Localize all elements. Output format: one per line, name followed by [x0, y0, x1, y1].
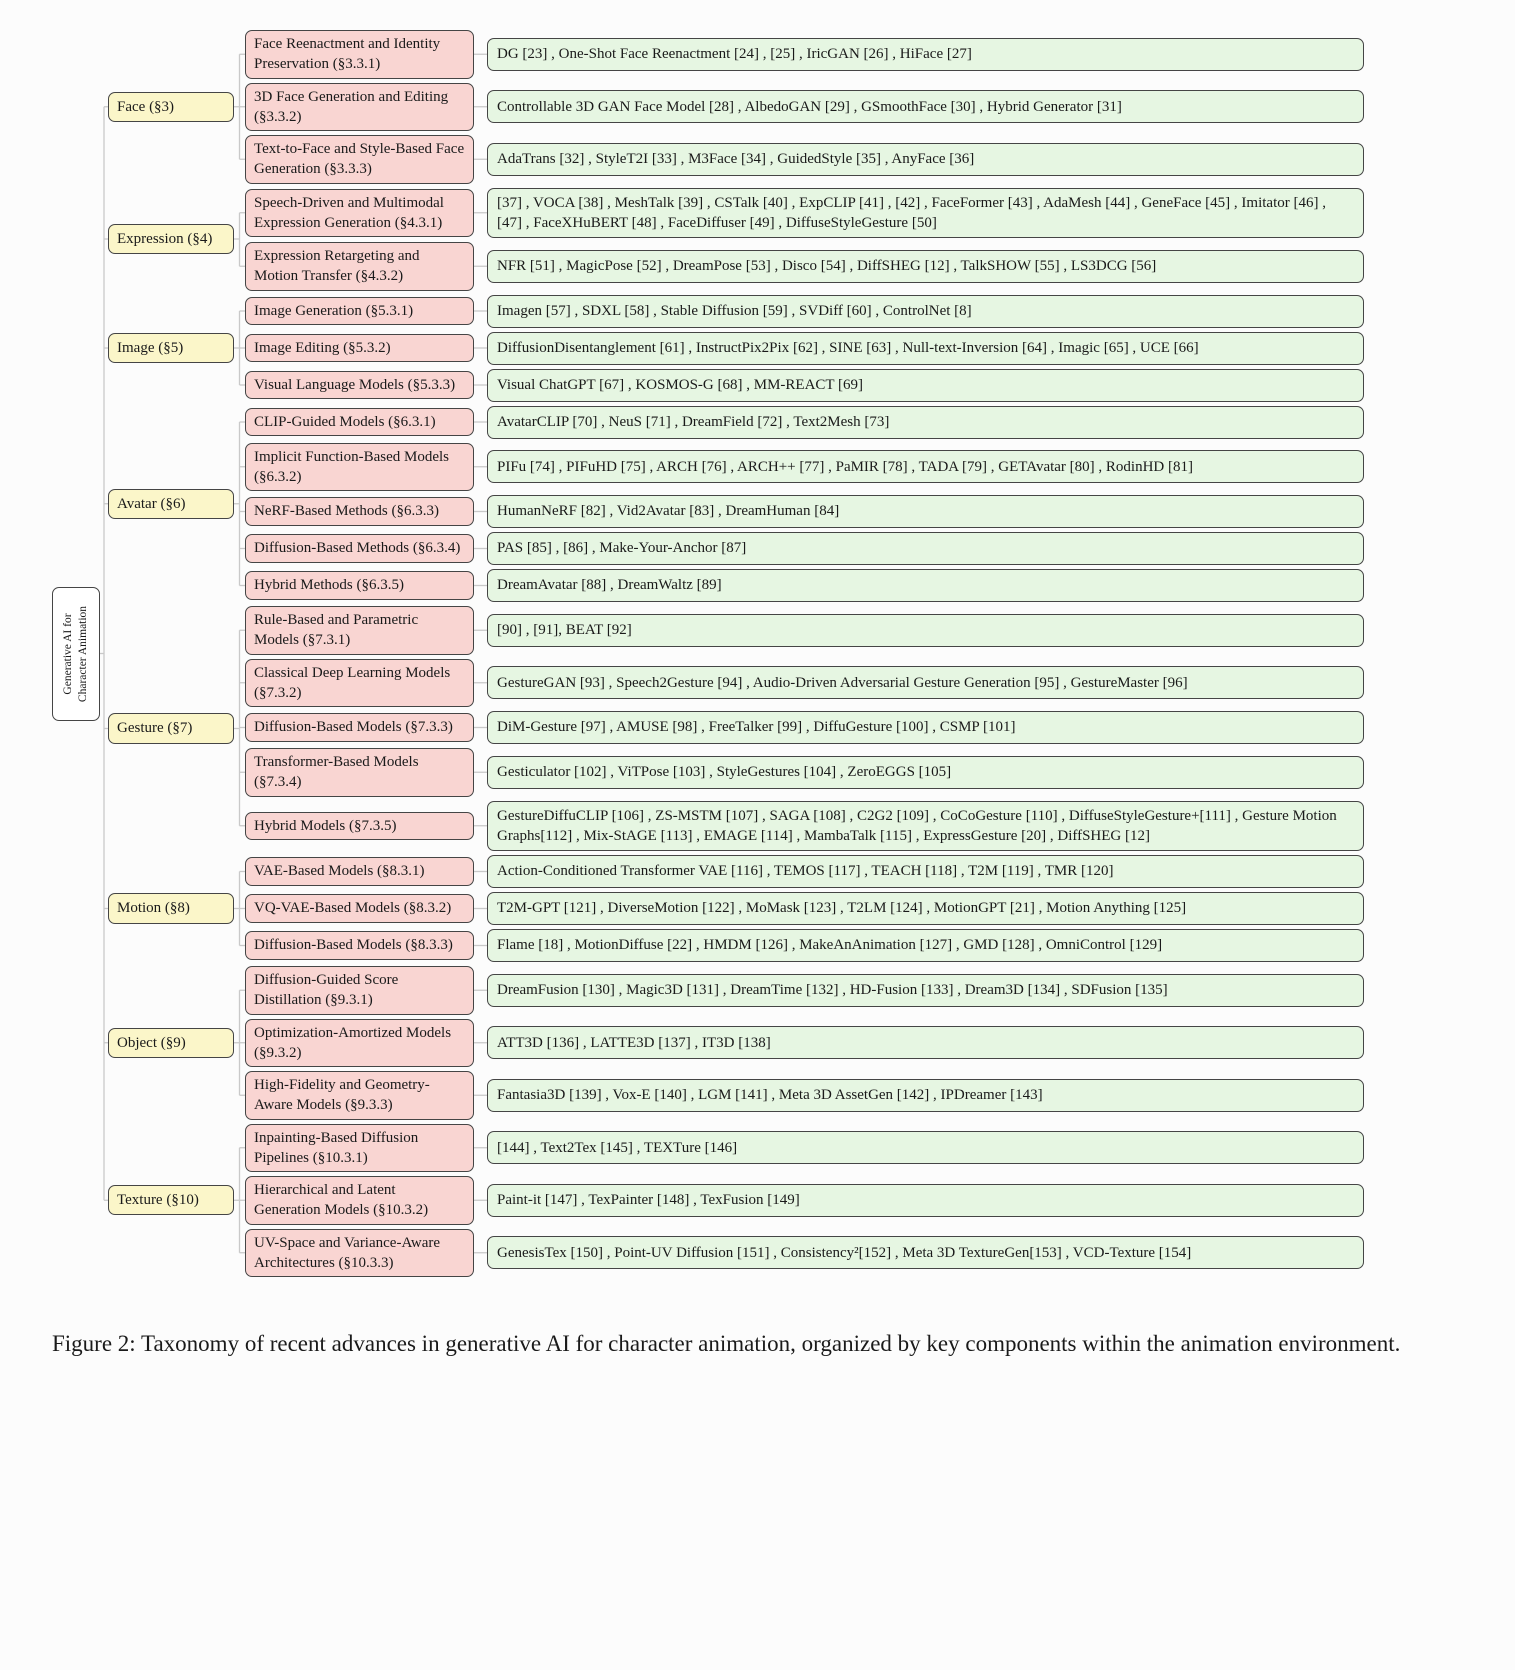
subcategory-node-vae-based-models-8-3-1: VAE-Based Models (§8.3.1) [245, 857, 474, 885]
methods-node: AdaTrans [32] , StyleT2I [33] , M3Face [34] , GuidedStyle [35] , AnyFace [36] [487, 143, 1364, 176]
methods-node: Imagen [57] , SDXL [58] , Stable Diffusion [59] , SVDiff [60] , ControlNet [8] [487, 295, 1364, 328]
methods-node: DiffusionDisentanglement [61] , InstructPix2Pix [62] , SINE [63] , Null-text-Inversion [64] , Imagic [65] , UCE [66] [487, 332, 1364, 365]
taxonomy-row [245, 332, 1364, 365]
subcategory-node-diffusion-based-models-7-3-3: Diffusion-Based Models (§7.3.3) [245, 713, 474, 741]
methods-node: AvatarCLIP [70] , NeuS [71] , DreamField [72] , Text2Mesh [73] [487, 406, 1364, 439]
subcategory-node-hybrid-models-7-3-5: Hybrid Models (§7.3.5) [245, 812, 474, 840]
taxonomy-row [245, 892, 1364, 925]
subcategory-node-hybrid-methods-6-3-5: Hybrid Methods (§6.3.5) [245, 571, 474, 599]
taxonomy-row [245, 188, 1364, 239]
taxonomy-row [245, 443, 1364, 492]
methods-node: Fantasia3D [139] , Vox-E [140] , LGM [141] , Meta 3D AssetGen [142] , IPDreamer [143] [487, 1079, 1364, 1112]
subcategory-node-optimization-amortized-models-9-3-2: Optimization-Amortized Models (§9.3.2) [245, 1019, 474, 1068]
subcategory-node-hierarchical-and-latent-generation-models-10-3-2: Hierarchical and Latent Generation Models (§10.3.2) [245, 1176, 474, 1225]
subcategory-node-face-reenactment-and-identity-preservation-3-3-1: Face Reenactment and Identity Preservation (§3.3.1) [245, 30, 474, 79]
subcategory-node-diffusion-based-models-8-3-3: Diffusion-Based Models (§8.3.3) [245, 931, 474, 959]
subcategory-node-expression-retargeting-and-motion-transfer-4-3-2: Expression Retargeting and Motion Transfer (§4.3.2) [245, 242, 474, 291]
taxonomy-row [245, 1176, 1364, 1225]
category-node-image-5: Image (§5) [108, 333, 234, 363]
methods-node: Action-Conditioned Transformer VAE [116] , TEMOS [117] , TEACH [118] , T2M [119] , TMR [120] [487, 855, 1364, 888]
category-group [108, 1124, 1364, 1278]
subcategory-node-speech-driven-and-multimodal-expression-generation-4-3-1: Speech-Driven and Multimodal Expression Generation (§4.3.1) [245, 189, 474, 238]
methods-node: Paint-it [147] , TexPainter [148] , TexFusion [149] [487, 1184, 1364, 1217]
category-node-texture-10: Texture (§10) [108, 1185, 234, 1215]
methods-node: PAS [85] , [86] , Make-Your-Anchor [87] [487, 532, 1364, 565]
subcategory-node-transformer-based-models-7-3-4: Transformer-Based Models (§7.3.4) [245, 748, 474, 797]
methods-node: GestureGAN [93] , Speech2Gesture [94] , Audio-Driven Adversarial Gesture Generation [95] , GestureMaster [96] [487, 666, 1364, 699]
methods-node: ATT3D [136] , LATTE3D [137] , IT3D [138] [487, 1026, 1364, 1059]
subcategory-node-image-editing-5-3-2: Image Editing (§5.3.2) [245, 334, 474, 362]
methods-node: NFR [51] , MagicPose [52] , DreamPose [53] , Disco [54] , DiffSHEG [12] , TalkSHOW [55] , LS3DCG [56] [487, 250, 1364, 283]
subcategory-column [245, 855, 1364, 962]
category-group [108, 295, 1364, 402]
methods-node: DreamFusion [130] , Magic3D [131] , DreamTime [132] , HD-Fusion [133] , Dream3D [134] , SDFusion [135] [487, 974, 1364, 1007]
subcategory-column [245, 966, 1364, 1120]
subcategory-column [245, 295, 1364, 402]
root-node [52, 587, 100, 721]
taxonomy-row [245, 606, 1364, 655]
subcategory-node-diffusion-based-methods-6-3-4: Diffusion-Based Methods (§6.3.4) [245, 534, 474, 562]
subcategory-node-image-generation-5-3-1: Image Generation (§5.3.1) [245, 297, 474, 325]
subcategory-node-diffusion-guided-score-distillation-9-3-1: Diffusion-Guided Score Distillation (§9.3.1) [245, 966, 474, 1015]
subcategory-column [245, 188, 1364, 291]
subcategory-node-uv-space-and-variance-aware-architectures-10-3-3: UV-Space and Variance-Aware Architectures (§10.3.3) [245, 1229, 474, 1278]
methods-node: DiM-Gesture [97] , AMUSE [98] , FreeTalker [99] , DiffuGesture [100] , CSMP [101] [487, 711, 1364, 744]
methods-node: PIFu [74] , PIFuHD [75] , ARCH [76] , ARCH++ [77] , PaMIR [78] , TADA [79] , GETAvatar [80] , RodinHD [81] [487, 450, 1364, 483]
taxonomy-row [245, 1019, 1364, 1068]
category-node-avatar-6: Avatar (§6) [108, 489, 234, 519]
category-group [108, 406, 1364, 603]
subcategory-node-nerf-based-methods-6-3-3: NeRF-Based Methods (§6.3.3) [245, 497, 474, 525]
methods-node: GenesisTex [150] , Point-UV Diffusion [151] , Consistency²[152] , Meta 3D TextureGen[153] , VCD-Texture [154] [487, 1236, 1364, 1269]
taxonomy-row [245, 369, 1364, 402]
subcategory-node-visual-language-models-5-3-3: Visual Language Models (§5.3.3) [245, 371, 474, 399]
taxonomy-row [245, 1229, 1364, 1278]
taxonomy-row [245, 135, 1364, 184]
subcategory-node-3d-face-generation-and-editing-3-3-2: 3D Face Generation and Editing (§3.3.2) [245, 83, 474, 132]
root-label-line1: Generative AI for [62, 612, 75, 695]
taxonomy-row [245, 855, 1364, 888]
subcategory-column [245, 406, 1364, 603]
methods-node: Flame [18] , MotionDiffuse [22] , HMDM [126] , MakeAnAnimation [127] , GMD [128] , OmniControl [129] [487, 929, 1364, 962]
taxonomy-row [245, 295, 1364, 328]
taxonomy-row [245, 711, 1364, 744]
methods-node: Gesticulator [102] , ViTPose [103] , StyleGestures [104] , ZeroEGGS [105] [487, 756, 1364, 789]
category-node-face-3: Face (§3) [108, 92, 234, 122]
methods-node: DreamAvatar [88] , DreamWaltz [89] [487, 569, 1364, 602]
taxonomy-row [245, 801, 1364, 852]
category-node-expression-4: Expression (§4) [108, 224, 234, 254]
category-node-motion-8: Motion (§8) [108, 893, 234, 923]
taxonomy-row [245, 748, 1364, 797]
methods-node: GestureDiffuCLIP [106] , ZS-MSTM [107] , SAGA [108] , C2G2 [109] , CoCoGesture [110] , DiffuseStyleGesture+[111] , Gesture Motion Graphs[112] , Mix-StAGE [113] , EMAGE [114] , MambaTalk [115] , ExpressGesture [20] , DiffSHEG [12] [487, 801, 1364, 852]
taxonomy-row [245, 242, 1364, 291]
category-group [108, 966, 1364, 1120]
methods-node: [90] , [91], BEAT [92] [487, 614, 1364, 647]
methods-node: DG [23] , One-Shot Face Reenactment [24] , [25] , IricGAN [26] , HiFace [27] [487, 38, 1364, 71]
taxonomy-row [245, 406, 1364, 439]
taxonomy-row [245, 30, 1364, 79]
taxonomy-row [245, 495, 1364, 528]
subcategory-node-text-to-face-and-style-based-face-generation-3-3-3: Text-to-Face and Style-Based Face Generation (§3.3.3) [245, 135, 474, 184]
subcategory-node-clip-guided-models-6-3-1: CLIP-Guided Models (§6.3.1) [245, 408, 474, 436]
category-group [108, 188, 1364, 291]
methods-node: [144] , Text2Tex [145] , TEXTure [146] [487, 1131, 1364, 1164]
methods-node: Visual ChatGPT [67] , KOSMOS-G [68] , MM-REACT [69] [487, 369, 1364, 402]
category-column [108, 30, 1364, 1277]
subcategory-node-vq-vae-based-models-8-3-2: VQ-VAE-Based Models (§8.3.2) [245, 894, 474, 922]
taxonomy-row [245, 966, 1364, 1015]
subcategory-column [245, 1124, 1364, 1278]
subcategory-column [245, 30, 1364, 184]
category-node-gesture-7: Gesture (§7) [108, 713, 234, 743]
methods-node: Controllable 3D GAN Face Model [28] , AlbedoGAN [29] , GSmoothFace [30] , Hybrid Generator [31] [487, 90, 1364, 123]
taxonomy-tree [52, 30, 1364, 1277]
taxonomy-row [245, 83, 1364, 132]
methods-node: HumanNeRF [82] , Vid2Avatar [83] , DreamHuman [84] [487, 495, 1364, 528]
taxonomy-row [245, 1071, 1364, 1120]
root-label-line2: Character Animation [77, 605, 89, 702]
subcategory-node-implicit-function-based-models-6-3-2: Implicit Function-Based Models (§6.3.2) [245, 443, 474, 492]
subcategory-node-high-fidelity-and-geometry-aware-models-9-3-3: High-Fidelity and Geometry-Aware Models (§9.3.3) [245, 1071, 474, 1120]
category-node-object-9: Object (§9) [108, 1028, 234, 1058]
subcategory-column [245, 606, 1364, 851]
subcategory-node-rule-based-and-parametric-models-7-3-1: Rule-Based and Parametric Models (§7.3.1) [245, 606, 474, 655]
category-group [108, 30, 1364, 184]
methods-node: T2M-GPT [121] , DiverseMotion [122] , MoMask [123] , T2LM [124] , MotionGPT [21] , Motion Anything [125] [487, 892, 1364, 925]
taxonomy-row [245, 659, 1364, 708]
subcategory-node-classical-deep-learning-models-7-3-2: Classical Deep Learning Models (§7.3.2) [245, 659, 474, 708]
category-group [108, 855, 1364, 962]
taxonomy-row [245, 1124, 1364, 1173]
subcategory-node-inpainting-based-diffusion-pipelines-10-3-1: Inpainting-Based Diffusion Pipelines (§10.3.1) [245, 1124, 474, 1173]
methods-node: [37] , VOCA [38] , MeshTalk [39] , CSTalk [40] , ExpCLIP [41] , [42] , FaceFormer [43] , AdaMesh [44] , GeneFace [45] , Imitator [46] , [47] , FaceXHuBERT [48] , FaceDiffuser [49] , DiffuseStyleGesture [50] [487, 188, 1364, 239]
category-group [108, 606, 1364, 851]
taxonomy-row [245, 569, 1364, 602]
root-label [61, 591, 91, 717]
figure-caption: Figure 2: Taxonomy of recent advances in generative AI for character animation, organized by key components within the animation environment. [52, 1331, 1401, 1356]
taxonomy-row [245, 532, 1364, 565]
taxonomy-row [245, 929, 1364, 962]
